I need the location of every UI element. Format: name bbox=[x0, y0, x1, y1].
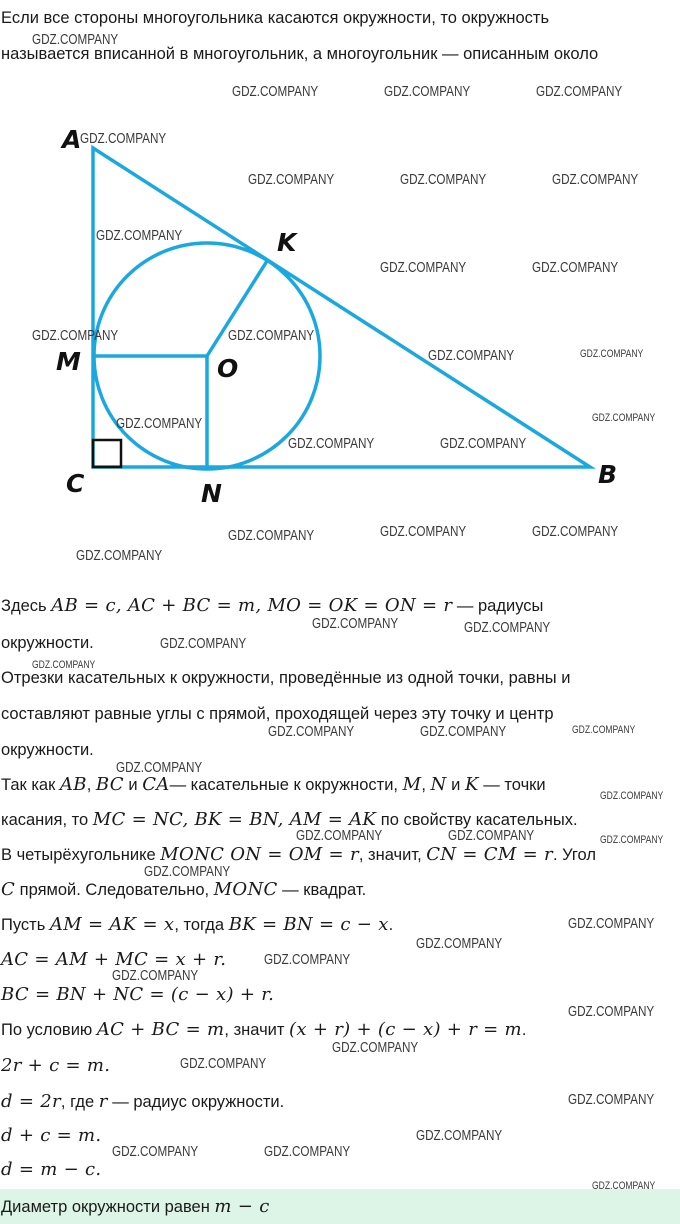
watermark-text: GDZ.COMPANY bbox=[296, 827, 383, 844]
text-segment: прямой. Следовательно, bbox=[15, 881, 214, 899]
watermark-text: GDZ.COMPANY bbox=[80, 130, 167, 147]
text-segment: — касательные к окружности, bbox=[169, 776, 403, 794]
watermark-text: GDZ.COMPANY bbox=[600, 790, 664, 802]
text-segment: , значит, bbox=[358, 846, 427, 864]
watermark-text: GDZ.COMPANY bbox=[592, 412, 656, 424]
answer-math: m − c bbox=[214, 1196, 270, 1217]
intro-line-2: называется вписанной в многоугольник, а многоугольник — описанным около bbox=[1, 45, 599, 63]
math-segment: MC = NC, BK = BN, AM = AK bbox=[92, 809, 377, 830]
math-segment: K bbox=[464, 774, 479, 795]
solution-p4b bbox=[0, 880, 680, 900]
text-segment: — радиусы bbox=[452, 597, 544, 615]
watermark-text: GDZ.COMPANY bbox=[536, 83, 623, 100]
math-segment: AB bbox=[59, 774, 87, 795]
text-segment: Пусть bbox=[1, 916, 50, 934]
text-segment: . bbox=[521, 1021, 527, 1039]
math-segment: AC + BC = m bbox=[96, 1019, 225, 1040]
text-segment: — радиус окружности. bbox=[107, 1093, 285, 1111]
solution-p5 bbox=[0, 915, 680, 935]
watermark-text: GDZ.COMPANY bbox=[32, 31, 119, 48]
watermark-text: GDZ.COMPANY bbox=[232, 83, 319, 100]
math-segment: CN = CM = r bbox=[426, 844, 553, 865]
point-label-k: K bbox=[277, 228, 297, 257]
text-segment: , bbox=[421, 776, 431, 794]
watermark-text: GDZ.COMPANY bbox=[76, 547, 163, 564]
math-segment: CA bbox=[142, 774, 170, 795]
text-segment: и bbox=[123, 776, 143, 794]
vertex-label-b: B bbox=[598, 460, 618, 489]
intro-line-1: Если все стороны многоугольника касаются окружности, то окружность bbox=[1, 9, 550, 27]
solution-p2a: Отрезки касательных к окружности, проведённые из одной точки, равны и bbox=[1, 669, 571, 687]
text-segment: , значит bbox=[224, 1021, 290, 1039]
watermark-text: GDZ.COMPANY bbox=[288, 435, 375, 452]
watermark-text: GDZ.COMPANY bbox=[112, 1143, 199, 1160]
solution-p4a bbox=[0, 845, 680, 865]
watermark-text: GDZ.COMPANY bbox=[32, 659, 96, 671]
watermark-text: GDZ.COMPANY bbox=[568, 915, 655, 932]
solution-p1b: окружности. bbox=[1, 634, 94, 652]
solution-p2b: составляют равные углы с прямой, проходящей через эту точку и центр bbox=[1, 705, 554, 723]
text-segment: — квадрат. bbox=[277, 881, 367, 899]
watermark-text: GDZ.COMPANY bbox=[384, 83, 471, 100]
watermark-text: GDZ.COMPANY bbox=[568, 1003, 655, 1020]
watermark-text: GDZ.COMPANY bbox=[428, 347, 515, 364]
watermark-text: GDZ.COMPANY bbox=[380, 259, 467, 276]
watermark-text: GDZ.COMPANY bbox=[228, 527, 315, 544]
solution-p3a bbox=[0, 775, 680, 795]
watermark-text: GDZ.COMPANY bbox=[552, 171, 639, 188]
watermark-text: GDZ.COMPANY bbox=[568, 1091, 655, 1108]
text-segment: , где bbox=[60, 1093, 99, 1111]
text-segment: , bbox=[86, 776, 96, 794]
point-label-m: M bbox=[56, 347, 81, 376]
math-segment: AM = AK = x bbox=[49, 914, 175, 935]
vertex-label-a: A bbox=[62, 125, 82, 154]
watermark-text: GDZ.COMPANY bbox=[532, 259, 619, 276]
right-angle-mark bbox=[93, 440, 121, 467]
math-segment: r bbox=[98, 1091, 108, 1112]
text-segment: — точки bbox=[478, 776, 546, 794]
vertex-label-c: C bbox=[66, 469, 85, 498]
triangle-abc bbox=[93, 148, 590, 467]
text-segment: , тогда bbox=[174, 916, 229, 934]
solution-p2c: окружности. bbox=[1, 741, 94, 759]
solution-p3b bbox=[0, 810, 680, 830]
watermark-text: GDZ.COMPANY bbox=[572, 724, 636, 736]
math-segment: BK = BN = c − x bbox=[228, 914, 389, 935]
watermark-text: GDZ.COMPANY bbox=[532, 523, 619, 540]
watermark-text: GDZ.COMPANY bbox=[160, 635, 247, 652]
watermark-text: GDZ.COMPANY bbox=[380, 523, 467, 540]
watermark-text: GDZ.COMPANY bbox=[464, 619, 551, 636]
math-segment: (x + r) + (c − x) + r = m bbox=[289, 1019, 522, 1040]
math-segment: MONC bbox=[213, 879, 278, 900]
watermark-text: GDZ.COMPANY bbox=[180, 1055, 267, 1072]
answer-line bbox=[0, 1197, 680, 1217]
math-segment: M bbox=[402, 774, 422, 795]
watermark-text: GDZ.COMPANY bbox=[440, 435, 527, 452]
watermark-text: GDZ.COMPANY bbox=[416, 1127, 503, 1144]
watermark-text: GDZ.COMPANY bbox=[116, 759, 203, 776]
equation-1 bbox=[0, 950, 680, 970]
point-label-n: N bbox=[201, 479, 222, 508]
solution-p6 bbox=[0, 1020, 680, 1040]
watermark-text: GDZ.COMPANY bbox=[592, 1180, 656, 1192]
solution-p1 bbox=[0, 596, 680, 616]
watermark-text: GDZ.COMPANY bbox=[448, 827, 535, 844]
watermark-text: GDZ.COMPANY bbox=[312, 615, 399, 632]
text-segment: . Угол bbox=[552, 846, 596, 864]
math-segment: 2r + c = m. bbox=[1, 1055, 111, 1076]
math-segment: d + c = m. bbox=[1, 1125, 102, 1146]
watermark-text: GDZ.COMPANY bbox=[580, 348, 644, 360]
math-segment: BC bbox=[95, 774, 124, 795]
math-segment: AC = AM + MC = x + r. bbox=[1, 949, 227, 970]
watermark-text: GDZ.COMPANY bbox=[400, 171, 487, 188]
math-segment: MONC ON = OM = r bbox=[160, 844, 359, 865]
math-segment: d = m − c. bbox=[1, 1159, 102, 1180]
watermark-text: GDZ.COMPANY bbox=[144, 863, 231, 880]
text-segment: Здесь bbox=[1, 597, 52, 615]
watermark-text: GDZ.COMPANY bbox=[116, 415, 203, 432]
answer-text: Диаметр окружности равен bbox=[1, 1198, 215, 1216]
watermark-text: GDZ.COMPANY bbox=[268, 723, 355, 740]
text-segment: касания, то bbox=[1, 811, 93, 829]
equation-5 bbox=[0, 1160, 680, 1180]
math-segment: d = 2r bbox=[1, 1091, 61, 1112]
text-segment: . bbox=[388, 916, 394, 934]
math-segment: BC = BN + NC = (c − x) + r. bbox=[1, 984, 275, 1005]
watermark-text: GDZ.COMPANY bbox=[420, 723, 507, 740]
figure-lines bbox=[93, 148, 590, 469]
equation-4 bbox=[0, 1126, 680, 1146]
watermark-text: GDZ.COMPANY bbox=[112, 967, 199, 984]
text-segment: По условию bbox=[1, 1021, 97, 1039]
watermark-text: GDZ.COMPANY bbox=[264, 1143, 351, 1160]
watermark-text: GDZ.COMPANY bbox=[264, 951, 351, 968]
math-segment: AB = c, AC + BC = m, MO = OK = ON = r bbox=[51, 595, 453, 616]
watermark-text: GDZ.COMPANY bbox=[600, 834, 664, 846]
text-segment: В четырёхугольнике bbox=[1, 846, 161, 864]
triangle-incircle-figure bbox=[0, 100, 680, 520]
math-segment: C bbox=[1, 879, 16, 900]
watermark-text: GDZ.COMPANY bbox=[228, 327, 315, 344]
watermark-text: GDZ.COMPANY bbox=[248, 171, 335, 188]
solution-p7 bbox=[0, 1092, 680, 1112]
watermark-text: GDZ.COMPANY bbox=[96, 227, 183, 244]
watermark-text: GDZ.COMPANY bbox=[332, 1039, 419, 1056]
text-segment: Так как bbox=[1, 776, 60, 794]
text-segment: и bbox=[446, 776, 465, 794]
equation-2 bbox=[0, 985, 680, 1005]
radius-ok bbox=[207, 261, 267, 356]
answer-banner bbox=[0, 1189, 680, 1224]
equation-3 bbox=[0, 1056, 680, 1076]
math-segment: N bbox=[430, 774, 447, 795]
center-label-o: O bbox=[217, 354, 239, 383]
text-segment: по свойству касательных. bbox=[376, 811, 578, 829]
watermark-text: GDZ.COMPANY bbox=[32, 327, 119, 344]
watermark-text: GDZ.COMPANY bbox=[416, 935, 503, 952]
